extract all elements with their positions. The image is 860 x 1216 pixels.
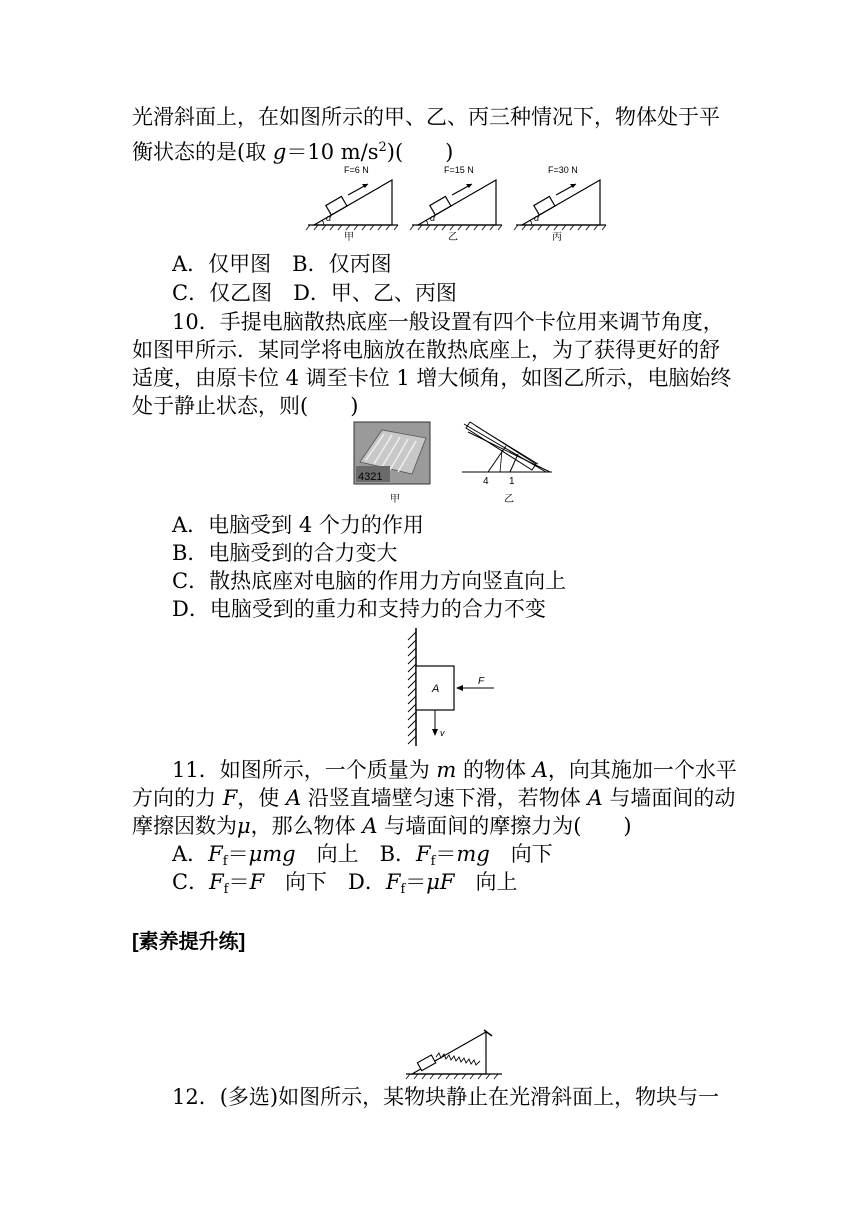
q12-spring-incline-figure — [404, 1028, 504, 1080]
q9-text: 衡状态的是(取 — [132, 140, 273, 164]
force-label: F=6 N — [344, 165, 369, 175]
incline-panel-jia — [306, 165, 398, 243]
q10-line-3: 适度，由原卡位 4 调至卡位 1 增大倾角，如图乙所示，电脑始终 — [132, 366, 732, 390]
q9-options-cd: C．仅乙图 D．甲、乙、丙图 — [172, 281, 457, 305]
caption-jia: 甲 — [390, 494, 400, 505]
angle-label: α — [430, 213, 436, 223]
q9-text: ＝10 m/s — [286, 140, 379, 164]
section-heading: [素养提升练] — [132, 931, 246, 953]
option-label: B． — [358, 842, 417, 866]
option-var: F — [209, 870, 224, 894]
force-label: F=15 N — [444, 165, 474, 175]
option-var: F — [208, 842, 223, 866]
q9-incline-figure — [300, 162, 620, 242]
q10-line-1: 10．手提电脑散热底座一般设置有四个卡位用来调节角度， — [172, 310, 724, 334]
q11-line-2 — [132, 784, 735, 812]
angle-diagram — [462, 422, 552, 505]
q11-text: 方向的力 — [132, 786, 223, 810]
q11-text: 的物体 — [456, 758, 533, 782]
q10-line-2: 如图甲所示．某同学将电脑放在散热底座上，为了获得更好的舒 — [132, 338, 720, 362]
q10-option-d: D．电脑受到的重力和支持力的合力不变 — [172, 597, 546, 621]
q11-text: ，使 — [237, 786, 286, 810]
q11-text: 与墙面间的动 — [602, 786, 736, 810]
q10-option-c: C．散热底座对电脑的作用力方向竖直向上 — [172, 569, 567, 593]
q11-text: ，向其施加一个水平 — [547, 758, 737, 782]
panel-caption: 乙 — [448, 232, 458, 243]
q9-line-1: 光滑斜面上，在如图所示的甲、乙、丙三种情况下，物体处于平 — [132, 105, 720, 129]
cooling-pad-photo — [354, 422, 430, 484]
force-label: F — [478, 676, 485, 687]
option-sub: f — [222, 854, 228, 869]
force-label: F=30 N — [548, 165, 578, 175]
option-label: A． — [172, 842, 209, 866]
option-sub: f — [400, 882, 406, 897]
q11-var-a: A — [362, 814, 378, 838]
option-value: μF — [426, 870, 455, 894]
slot-labels: 4321 — [358, 471, 383, 483]
option-direction: 向下 — [264, 870, 328, 894]
caption-yi: 乙 — [504, 494, 514, 505]
q11-line-1 — [172, 756, 737, 784]
option-sub: f — [430, 854, 436, 869]
angle-label: α — [326, 213, 332, 223]
q12-line-1: 12．(多选)如图所示，某物块静止在光滑斜面上，物块与一 — [172, 1085, 720, 1109]
slot-1-label: 1 — [509, 476, 515, 487]
q11-var-m: m — [436, 758, 457, 782]
velocity-label: v — [440, 728, 445, 738]
q11-var-a: A — [285, 786, 302, 810]
option-var: F — [385, 870, 401, 894]
q11-text: 摩擦因数为 — [132, 814, 237, 838]
q10-option-b: B．电脑受到的合力变大 — [172, 541, 398, 565]
q10-line-4: 处于静止状态，则( ) — [132, 394, 359, 418]
option-value: F — [249, 870, 265, 894]
q10-option-a: A．电脑受到 4 个力的作用 — [172, 513, 424, 537]
option-eq: ＝ — [435, 842, 457, 866]
q9-sup: 2 — [378, 140, 387, 155]
q11-options-cd — [172, 868, 518, 904]
q11-text: 沿竖直墙壁匀速下滑，若物体 — [301, 786, 588, 810]
option-value: mg — [456, 842, 490, 866]
option-direction: 向下 — [489, 842, 553, 866]
q11-text: 与墙面间的摩擦力为( ) — [377, 814, 632, 838]
q9-options-ab: A．仅甲图 B．仅丙图 — [172, 252, 392, 276]
angle-label: α — [534, 213, 540, 223]
block-label: A — [432, 683, 440, 695]
option-eq: ＝ — [228, 870, 250, 894]
panel-caption: 丙 — [552, 232, 562, 243]
q11-var-a: A — [587, 786, 603, 810]
q11-line-3 — [132, 812, 632, 840]
q9-text: )( ) — [386, 140, 454, 164]
panel-caption: 甲 — [344, 232, 354, 243]
option-label: C． — [172, 870, 210, 894]
q11-text: 11．如图所示，一个质量为 — [172, 758, 437, 782]
q10-laptop-figure — [352, 420, 572, 510]
option-direction: 向上 — [295, 842, 359, 866]
q11-wall-figure — [402, 628, 512, 748]
q9-var-g: g — [272, 140, 287, 164]
q11-var-f: F — [222, 786, 238, 810]
option-var: F — [416, 842, 431, 866]
option-direction: 向上 — [454, 870, 518, 894]
q11-text: ，那么物体 — [250, 814, 363, 838]
option-sub: f — [223, 882, 229, 897]
incline-panel-bing — [514, 165, 606, 243]
option-value: μmg — [248, 842, 296, 866]
slot-4-label: 4 — [483, 476, 489, 487]
option-label: D． — [327, 870, 386, 894]
q11-var-a: A — [532, 758, 548, 782]
q11-var-mu: μ — [237, 814, 251, 838]
option-eq: ＝ — [405, 870, 427, 894]
incline-panel-yi — [410, 165, 502, 243]
option-eq: ＝ — [227, 842, 249, 866]
